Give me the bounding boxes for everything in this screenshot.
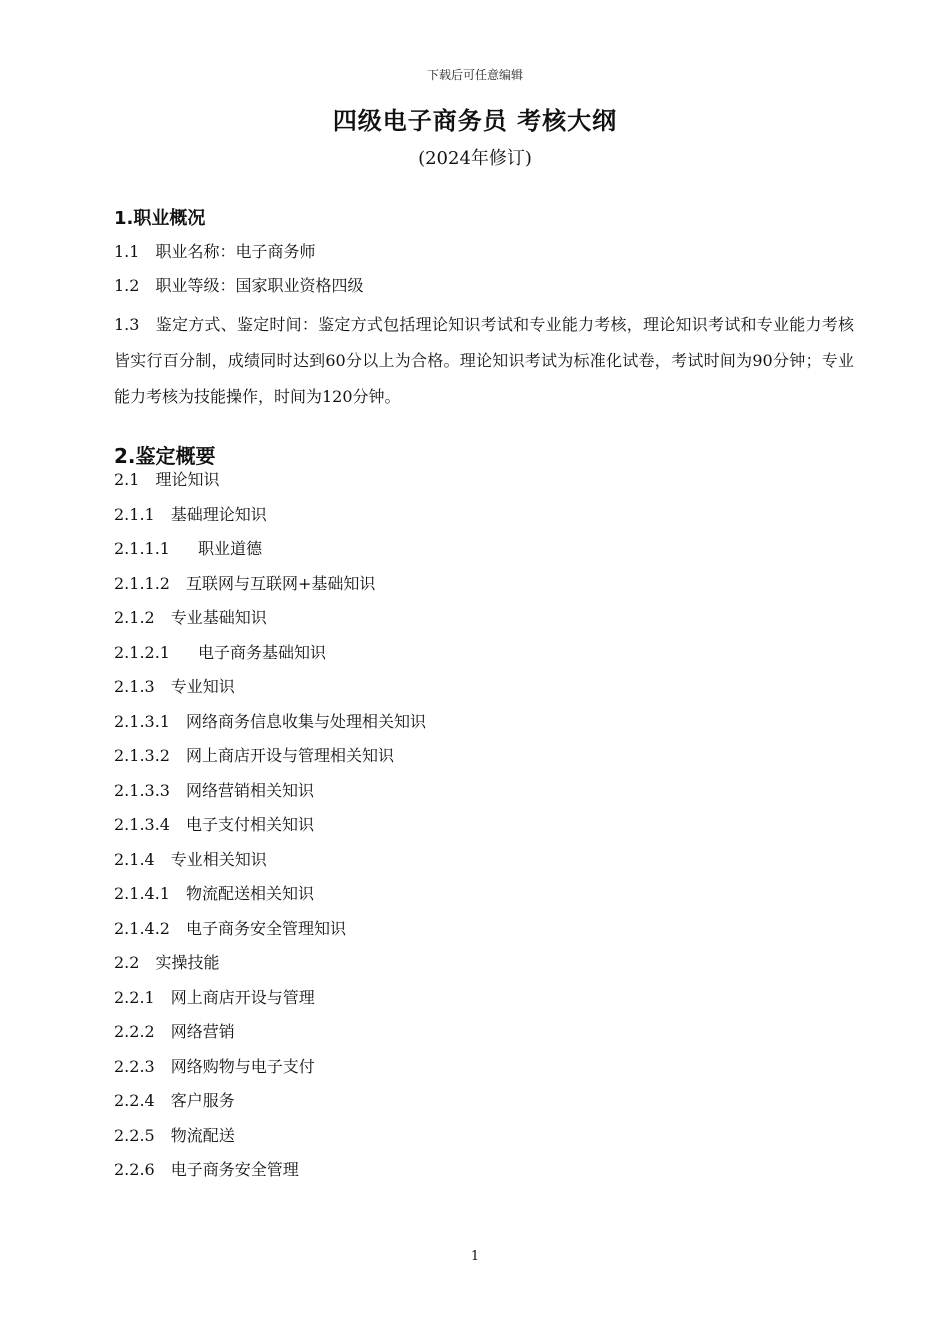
item-number: 2.1.2.1 bbox=[114, 642, 170, 662]
list-item bbox=[114, 241, 315, 263]
list-item bbox=[114, 849, 267, 871]
page-header: 下载后可任意编辑 bbox=[426, 68, 523, 82]
item-text: 网上商店开设与管理相关知识 bbox=[185, 746, 394, 765]
list-item bbox=[114, 573, 375, 595]
item-number: 2.1.2 bbox=[114, 608, 155, 627]
item-text: 网上商店开设与管理 bbox=[170, 987, 315, 1007]
item-number: 2.2.1 bbox=[114, 987, 155, 1007]
list-item bbox=[114, 1159, 299, 1181]
document-subtitle: (2024年修订) bbox=[418, 148, 532, 169]
item-text: 电子支付相关知识 bbox=[185, 815, 314, 834]
item-text: 电子商务基础知识 bbox=[197, 642, 326, 662]
item-text: 职业等级：国家职业资格四级 bbox=[155, 276, 364, 295]
list-item bbox=[114, 745, 394, 767]
item-text: 职业名称：电子商务师 bbox=[155, 242, 316, 261]
item-number: 1.1 bbox=[114, 242, 140, 261]
item-number: 1.2 bbox=[114, 276, 140, 295]
paragraph-text: 鉴定方式、鉴定时间：鉴定方式包括理论知识考试和专业能力考核，理论知识考试和专业能力考核皆实行百分制，成绩同时达到60分以上为合格。理论知识考试为标准化试卷，考试时间为90分钟；专业能力考核为技能操作，时间为120分钟。 bbox=[114, 315, 854, 406]
item-text: 理论知识 bbox=[155, 470, 220, 489]
item-text: 基础理论知识 bbox=[170, 504, 267, 524]
item-text: 网络营销相关知识 bbox=[185, 780, 314, 800]
item-number: 2.1.1.1 bbox=[114, 539, 170, 558]
list-item bbox=[114, 607, 267, 629]
item-number: 1.3 bbox=[114, 315, 140, 334]
item-number: 2.1.1.2 bbox=[114, 573, 170, 593]
list-item bbox=[114, 469, 219, 491]
list-item bbox=[114, 642, 326, 664]
list-item bbox=[114, 538, 262, 560]
item-text: 电子商务安全管理 bbox=[170, 1160, 299, 1179]
item-number: 2.1.1 bbox=[114, 504, 155, 524]
paragraph-1-3 bbox=[114, 307, 854, 415]
list-item bbox=[114, 1125, 235, 1147]
item-number: 2.2 bbox=[114, 953, 140, 972]
item-text: 网络购物与电子支付 bbox=[170, 1056, 315, 1076]
item-text: 专业知识 bbox=[170, 677, 235, 696]
item-number: 2.2.2 bbox=[114, 1022, 155, 1041]
item-number: 2.1.3.1 bbox=[114, 711, 170, 731]
section-heading-2: 2.鉴定概要 bbox=[114, 444, 216, 468]
list-item bbox=[114, 883, 314, 905]
list-item bbox=[114, 952, 219, 974]
section-heading-1: 1.职业概况 bbox=[114, 208, 206, 229]
list-item bbox=[114, 918, 346, 940]
document-title: 四级电子商务员 考核大纲 bbox=[332, 107, 618, 135]
list-item bbox=[114, 711, 426, 733]
item-text: 专业相关知识 bbox=[170, 849, 267, 869]
list-item bbox=[114, 676, 235, 698]
item-number: 2.2.4 bbox=[114, 1091, 155, 1110]
item-number: 2.1.3.2 bbox=[114, 746, 170, 765]
item-number: 2.1.4.1 bbox=[114, 884, 170, 903]
item-number: 2.2.3 bbox=[114, 1056, 155, 1076]
list-item bbox=[114, 504, 267, 526]
item-text: 客户服务 bbox=[170, 1091, 235, 1110]
item-text: 电子商务安全管理知识 bbox=[185, 918, 346, 938]
list-item bbox=[114, 1021, 235, 1043]
item-number: 2.1 bbox=[114, 470, 140, 489]
item-number: 2.1.3.3 bbox=[114, 780, 170, 800]
item-text: 实操技能 bbox=[155, 953, 220, 972]
item-number: 2.1.4.2 bbox=[114, 918, 170, 938]
list-item bbox=[114, 814, 314, 836]
item-text: 网络营销 bbox=[170, 1022, 235, 1041]
list-item bbox=[114, 987, 315, 1009]
list-item bbox=[114, 1056, 315, 1078]
item-number: 2.2.5 bbox=[114, 1125, 155, 1145]
item-text: 职业道德 bbox=[197, 539, 262, 558]
list-item bbox=[114, 275, 363, 297]
item-text: 物流配送相关知识 bbox=[185, 884, 314, 903]
item-text: 互联网与互联网+基础知识 bbox=[185, 573, 376, 593]
item-number: 2.1.3.4 bbox=[114, 815, 170, 834]
item-text: 网络商务信息收集与处理相关知识 bbox=[185, 711, 426, 731]
item-number: 2.2.6 bbox=[114, 1160, 155, 1179]
list-item bbox=[114, 780, 314, 802]
page-number: 1 bbox=[470, 1249, 480, 1264]
item-text: 物流配送 bbox=[170, 1125, 235, 1145]
item-number: 2.1.3 bbox=[114, 677, 155, 696]
item-number: 2.1.4 bbox=[114, 849, 155, 869]
item-text: 专业基础知识 bbox=[170, 608, 267, 627]
list-item bbox=[114, 1090, 235, 1112]
